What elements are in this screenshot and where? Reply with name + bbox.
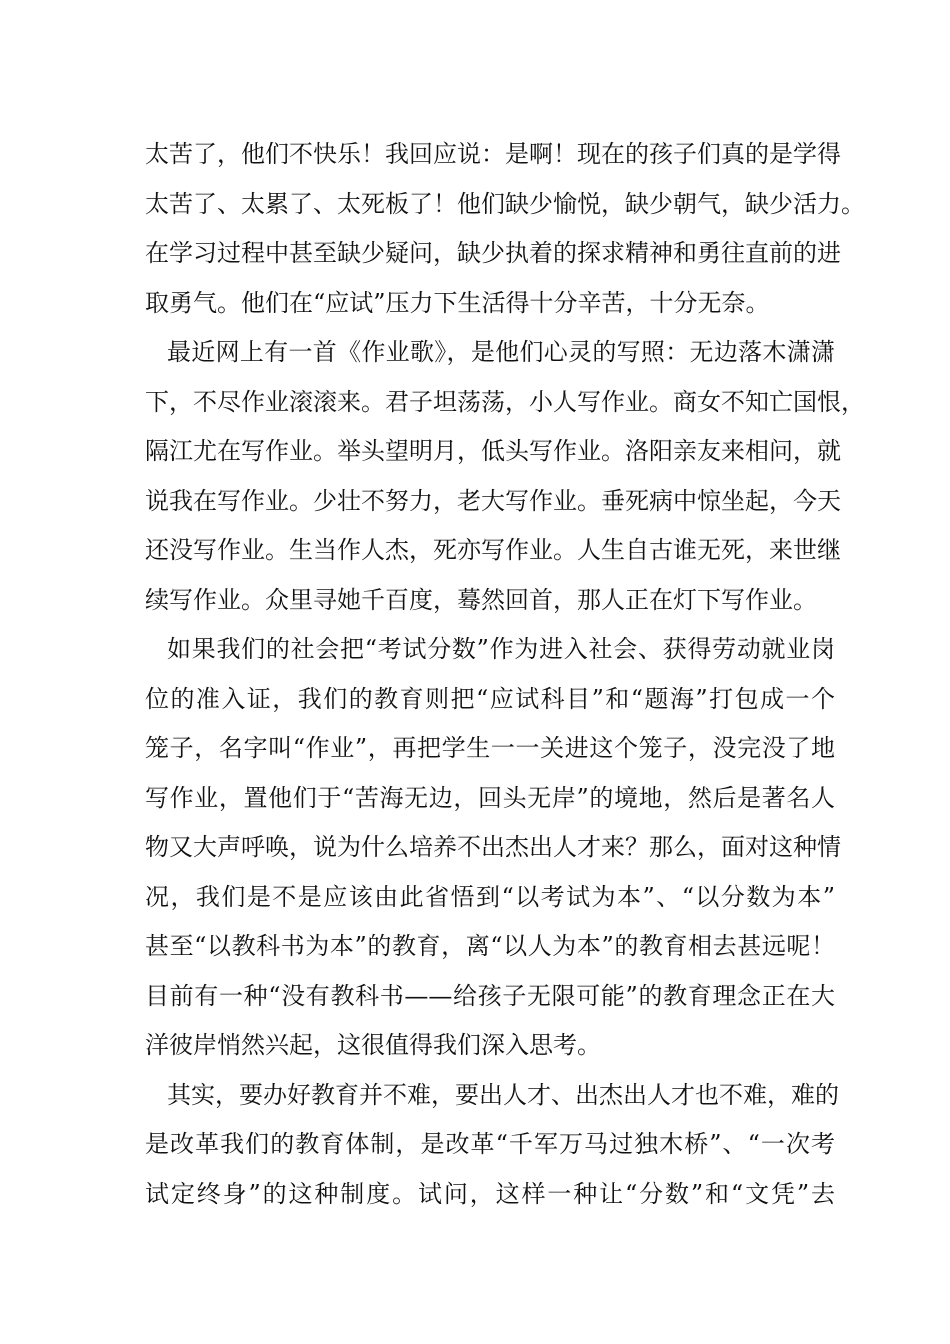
text-line: 在学习过程中甚至缺少疑问，缺少执着的探求精神和勇往直前的进: [145, 239, 841, 267]
paragraph-2: [145, 328, 865, 625]
paragraph-4: [145, 1071, 839, 1220]
text-line: 试定终身”的这种制度。试问，这样一种让“分数”和“文凭”去: [145, 1179, 835, 1208]
text-line: 取勇气。他们在“应试”压力下生活得十分辛苦，十分无奈。: [145, 288, 770, 317]
text-line: 如果我们的社会把“考试分数”作为进入社会、获得劳动就业岗: [167, 635, 835, 663]
text-line: 其实，要办好教育并不难，要出人才、出杰出人才也不难，难的: [167, 1080, 839, 1109]
text-line: 说我在写作业。少壮不努力，老大写作业。垂死病中惊坐起，今天: [145, 486, 841, 515]
text-line: 隔江尤在写作业。举头望明月，低头写作业。洛阳亲友来相问，就: [145, 437, 841, 465]
text-line: 况，我们是不是应该由此省悟到“以考试为本”、“以分数为本”: [145, 882, 835, 911]
text-line: 物又大声呼唤，说为什么培养不出杰出人才来？那么，面对这种情: [145, 833, 841, 861]
text-line: 笼子，名字叫“作业”，再把学生一一关进这个笼子，没完没了地: [145, 734, 835, 762]
paragraph-1: [145, 130, 865, 328]
text-line: 续写作业。众里寻她千百度，蓦然回首，那人正在灯下写作业。: [145, 585, 817, 614]
paragraph-3: [145, 625, 841, 1071]
text-line: 还没写作业。生当作人杰，死亦写作业。人生自古谁无死，来世继: [145, 536, 841, 564]
text-line: 位的准入证，我们的教育则把“应试科目”和“题海”打包成一个: [145, 684, 835, 713]
document-body: [145, 130, 865, 1219]
text-line: 是改革我们的教育体制，是改革“千军万马过独木桥”、“一次考: [145, 1130, 835, 1158]
text-line: 洋彼岸悄然兴起，这很值得我们深入思考。: [145, 1031, 601, 1059]
text-line: 下，不尽作业滚滚来。君子坦荡荡，小人写作业。商女不知亡国恨，: [145, 387, 865, 416]
text-line: 写作业，置他们于“苦海无边，回头无岸”的境地，然后是著名人: [145, 783, 835, 812]
text-line: 太苦了，他们不快乐！我回应说：是啊！现在的孩子们真的是学得: [145, 140, 841, 168]
text-line: 最近网上有一首《作业歌》，是他们心灵的写照：无边落木潇潇: [167, 338, 835, 366]
text-line: 甚至“以教科书为本”的教育，离“以人为本”的教育相去甚远呢！: [145, 932, 835, 960]
text-line: 目前有一种“没有教科书——给孩子无限可能”的教育理念正在大: [145, 981, 835, 1010]
text-line: 太苦了、太累了、太死板了！他们缺少愉悦，缺少朝气，缺少活力。: [145, 189, 865, 218]
